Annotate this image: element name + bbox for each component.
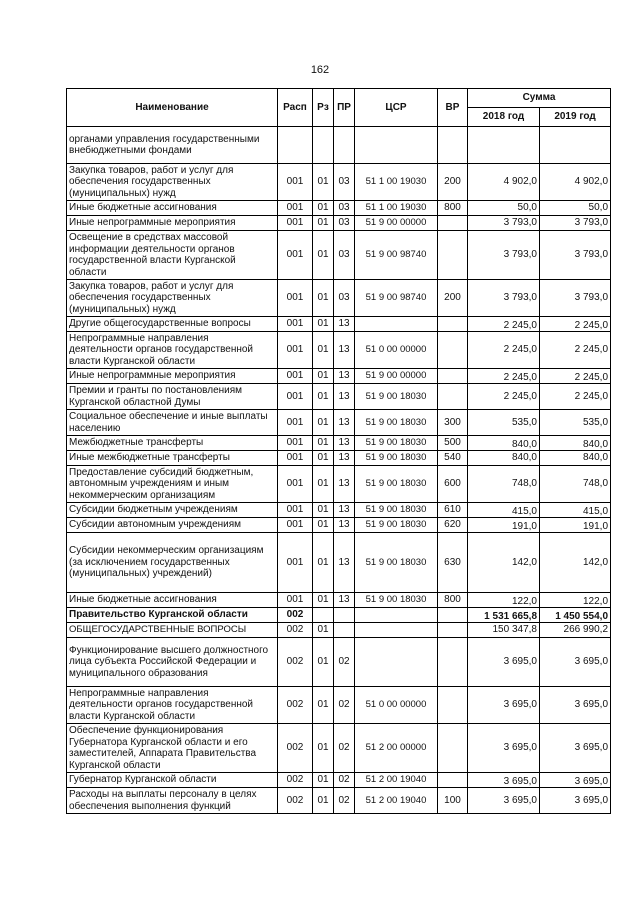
- cell-rasp: 002: [278, 687, 313, 724]
- table-row: [67, 773, 611, 788]
- cell-vr: [438, 608, 468, 623]
- table-row: [67, 384, 611, 410]
- cell-rz: 01: [313, 593, 334, 608]
- cell-vr: 600: [438, 466, 468, 503]
- cell-csr: [355, 638, 438, 687]
- cell-csr: 51 1 00 19030: [355, 201, 438, 216]
- cell-sum-2019: 3 695,0: [540, 638, 611, 687]
- cell-sum-2018: 3 695,0: [468, 687, 540, 724]
- cell-pr: 03: [334, 164, 355, 201]
- header-2019: 2019 год: [540, 108, 611, 127]
- cell-sum-2018: 2 245,0: [468, 332, 540, 369]
- table-row: [67, 638, 611, 687]
- cell-pr: 13: [334, 317, 355, 332]
- cell-name: Межбюджетные трансферты: [67, 436, 278, 451]
- cell-sum-2018: 2 245,0: [468, 317, 540, 332]
- cell-vr: 620: [438, 518, 468, 533]
- cell-csr: 51 2 00 19040: [355, 788, 438, 814]
- header-2018: 2018 год: [468, 108, 540, 127]
- cell-sum-2019: 1 450 554,0: [540, 608, 611, 623]
- cell-vr: [438, 623, 468, 638]
- cell-rasp: 001: [278, 451, 313, 466]
- cell-rz: 01: [313, 518, 334, 533]
- table-body: [67, 127, 611, 814]
- cell-rasp: 002: [278, 623, 313, 638]
- table-row: [67, 608, 611, 623]
- cell-rz: 01: [313, 503, 334, 518]
- cell-pr: 13: [334, 451, 355, 466]
- cell-pr: 02: [334, 788, 355, 814]
- cell-rz: 01: [313, 280, 334, 317]
- cell-csr: 51 9 00 00000: [355, 369, 438, 384]
- header-rasp: Расп: [278, 89, 313, 127]
- cell-sum-2019: 840,0: [540, 436, 611, 451]
- cell-name: Иные бюджетные ассигнования: [67, 201, 278, 216]
- cell-csr: 51 9 00 98740: [355, 280, 438, 317]
- cell-sum-2018: 3 793,0: [468, 231, 540, 280]
- cell-csr: 51 1 00 19030: [355, 164, 438, 201]
- cell-vr: 100: [438, 788, 468, 814]
- cell-sum-2018: 3 695,0: [468, 724, 540, 773]
- cell-name: Обеспечение функционирования Губернатора Курганской области и его заместителей, Аппарата Правительства Курганской области: [67, 724, 278, 773]
- table-header: [67, 89, 611, 127]
- cell-csr: 51 9 00 18030: [355, 593, 438, 608]
- cell-rz: 01: [313, 332, 334, 369]
- cell-sum-2019: 3 793,0: [540, 216, 611, 231]
- cell-vr: [438, 127, 468, 164]
- cell-sum-2018: 3 695,0: [468, 773, 540, 788]
- cell-sum-2018: 142,0: [468, 533, 540, 593]
- cell-name: Непрограммные направления деятельности органов государственной власти Курганской области: [67, 332, 278, 369]
- cell-sum-2018: 2 245,0: [468, 369, 540, 384]
- header-vr: ВР: [438, 89, 468, 127]
- cell-pr: [334, 608, 355, 623]
- cell-sum-2019: 3 695,0: [540, 687, 611, 724]
- cell-sum-2019: 122,0: [540, 593, 611, 608]
- cell-rz: 01: [313, 466, 334, 503]
- cell-sum-2018: 840,0: [468, 436, 540, 451]
- cell-sum-2019: 2 245,0: [540, 369, 611, 384]
- table-row: [67, 127, 611, 164]
- cell-csr: 51 9 00 18030: [355, 518, 438, 533]
- cell-pr: 13: [334, 384, 355, 410]
- cell-rz: 01: [313, 724, 334, 773]
- cell-name: Субсидии некоммерческим организациям (за исключением государственных (муниципальных) учреждений): [67, 533, 278, 593]
- cell-rasp: 001: [278, 201, 313, 216]
- cell-vr: [438, 724, 468, 773]
- cell-csr: 51 9 00 18030: [355, 384, 438, 410]
- cell-name: Функционирование высшего должностного лица субъекта Российской Федерации и муниципального образования: [67, 638, 278, 687]
- cell-sum-2019: 2 245,0: [540, 332, 611, 369]
- cell-pr: 13: [334, 410, 355, 436]
- cell-sum-2019: 3 793,0: [540, 280, 611, 317]
- cell-vr: 800: [438, 201, 468, 216]
- header-sum: Сумма: [468, 89, 611, 108]
- cell-name: Иные бюджетные ассигнования: [67, 593, 278, 608]
- cell-sum-2018: 191,0: [468, 518, 540, 533]
- cell-vr: 540: [438, 451, 468, 466]
- cell-name: Губернатор Курганской области: [67, 773, 278, 788]
- cell-pr: 13: [334, 436, 355, 451]
- cell-vr: [438, 317, 468, 332]
- cell-rz: 01: [313, 410, 334, 436]
- table-row: [67, 369, 611, 384]
- header-csr: ЦСР: [355, 89, 438, 127]
- header-pr: ПР: [334, 89, 355, 127]
- cell-vr: [438, 216, 468, 231]
- cell-csr: 51 9 00 18030: [355, 533, 438, 593]
- cell-rasp: 002: [278, 788, 313, 814]
- cell-vr: 610: [438, 503, 468, 518]
- cell-vr: 630: [438, 533, 468, 593]
- cell-rasp: 001: [278, 466, 313, 503]
- cell-pr: 02: [334, 687, 355, 724]
- cell-sum-2019: 2 245,0: [540, 317, 611, 332]
- cell-sum-2019: 2 245,0: [540, 384, 611, 410]
- cell-rasp: 001: [278, 317, 313, 332]
- table-row: [67, 518, 611, 533]
- cell-rz: 01: [313, 164, 334, 201]
- cell-sum-2018: [468, 127, 540, 164]
- cell-sum-2018: 4 902,0: [468, 164, 540, 201]
- cell-vr: [438, 231, 468, 280]
- table-row: [67, 623, 611, 638]
- cell-name: Субсидии автономным учреждениям: [67, 518, 278, 533]
- cell-sum-2019: 3 695,0: [540, 773, 611, 788]
- cell-vr: 300: [438, 410, 468, 436]
- cell-pr: 13: [334, 533, 355, 593]
- cell-rasp: 002: [278, 638, 313, 687]
- cell-name: Другие общегосударственные вопросы: [67, 317, 278, 332]
- cell-pr: 03: [334, 231, 355, 280]
- cell-sum-2019: 142,0: [540, 533, 611, 593]
- cell-name: Непрограммные направления деятельности органов государственной власти Курганской области: [67, 687, 278, 724]
- cell-csr: 51 2 00 19040: [355, 773, 438, 788]
- cell-rz: [313, 608, 334, 623]
- cell-pr: 02: [334, 724, 355, 773]
- cell-name: Субсидии бюджетным учреждениям: [67, 503, 278, 518]
- cell-vr: [438, 332, 468, 369]
- table-row: [67, 436, 611, 451]
- table-row: [67, 410, 611, 436]
- cell-rasp: 001: [278, 369, 313, 384]
- cell-name: Иные межбюджетные трансферты: [67, 451, 278, 466]
- cell-sum-2019: 191,0: [540, 518, 611, 533]
- table-row: [67, 724, 611, 773]
- cell-name: Освещение в средствах массовой информации деятельности органов государственной власти Курганской области: [67, 231, 278, 280]
- cell-pr: 13: [334, 369, 355, 384]
- table-row: [67, 216, 611, 231]
- cell-pr: 13: [334, 466, 355, 503]
- table-row: [67, 687, 611, 724]
- table-row: [67, 201, 611, 216]
- cell-pr: 02: [334, 773, 355, 788]
- cell-rasp: 001: [278, 436, 313, 451]
- table-row: [67, 788, 611, 814]
- cell-name: Закупка товаров, работ и услуг для обеспечения государственных (муниципальных) нужд: [67, 164, 278, 201]
- cell-rasp: 001: [278, 216, 313, 231]
- cell-vr: 200: [438, 280, 468, 317]
- cell-rz: 01: [313, 436, 334, 451]
- cell-rz: 01: [313, 687, 334, 724]
- cell-rz: 01: [313, 533, 334, 593]
- cell-rz: 01: [313, 317, 334, 332]
- cell-rz: [313, 127, 334, 164]
- cell-rasp: 001: [278, 503, 313, 518]
- cell-rasp: 001: [278, 384, 313, 410]
- cell-sum-2019: 535,0: [540, 410, 611, 436]
- cell-sum-2018: 748,0: [468, 466, 540, 503]
- table-row: [67, 451, 611, 466]
- table-row: [67, 332, 611, 369]
- cell-sum-2018: 535,0: [468, 410, 540, 436]
- cell-sum-2018: 50,0: [468, 201, 540, 216]
- cell-rasp: 002: [278, 773, 313, 788]
- cell-csr: 51 9 00 98740: [355, 231, 438, 280]
- cell-vr: 200: [438, 164, 468, 201]
- cell-name: Иные непрограммные мероприятия: [67, 369, 278, 384]
- cell-rz: 01: [313, 369, 334, 384]
- cell-csr: [355, 317, 438, 332]
- cell-vr: [438, 687, 468, 724]
- table-row: [67, 533, 611, 593]
- cell-rz: 01: [313, 216, 334, 231]
- cell-sum-2018: 1 531 665,8: [468, 608, 540, 623]
- cell-sum-2019: 50,0: [540, 201, 611, 216]
- cell-pr: [334, 127, 355, 164]
- cell-csr: [355, 127, 438, 164]
- cell-sum-2018: 3 695,0: [468, 638, 540, 687]
- cell-pr: 03: [334, 201, 355, 216]
- cell-csr: 51 9 00 18030: [355, 436, 438, 451]
- cell-sum-2018: 150 347,8: [468, 623, 540, 638]
- cell-sum-2018: 3 793,0: [468, 280, 540, 317]
- table-row: [67, 164, 611, 201]
- cell-sum-2018: 122,0: [468, 593, 540, 608]
- page-number: 162: [310, 64, 330, 76]
- cell-csr: [355, 623, 438, 638]
- cell-vr: [438, 773, 468, 788]
- cell-sum-2019: 4 902,0: [540, 164, 611, 201]
- cell-sum-2019: 3 793,0: [540, 231, 611, 280]
- table-row: [67, 503, 611, 518]
- cell-rz: 01: [313, 384, 334, 410]
- cell-rasp: 001: [278, 593, 313, 608]
- table-row: [67, 231, 611, 280]
- cell-name: Социальное обеспечение и иные выплаты населению: [67, 410, 278, 436]
- cell-name: Правительство Курганской области: [67, 608, 278, 623]
- cell-rz: 01: [313, 788, 334, 814]
- cell-name: Закупка товаров, работ и услуг для обеспечения государственных (муниципальных) нужд: [67, 280, 278, 317]
- cell-sum-2019: 266 990,2: [540, 623, 611, 638]
- cell-rz: 01: [313, 231, 334, 280]
- cell-pr: 13: [334, 593, 355, 608]
- cell-sum-2018: 3 793,0: [468, 216, 540, 231]
- cell-name: Предоставление субсидий бюджетным, автономным учреждениям и иным некоммерческим организациям: [67, 466, 278, 503]
- cell-pr: [334, 623, 355, 638]
- cell-csr: 51 9 00 18030: [355, 466, 438, 503]
- cell-rasp: 002: [278, 724, 313, 773]
- cell-rasp: 001: [278, 410, 313, 436]
- cell-rasp: 001: [278, 332, 313, 369]
- cell-pr: 03: [334, 280, 355, 317]
- cell-csr: 51 9 00 18030: [355, 410, 438, 436]
- cell-sum-2018: 415,0: [468, 503, 540, 518]
- cell-rz: 01: [313, 773, 334, 788]
- cell-name: Премии и гранты по постановлениям Курганской областной Думы: [67, 384, 278, 410]
- header-rz: Рз: [313, 89, 334, 127]
- cell-name: Расходы на выплаты персоналу в целях обеспечения выполнения функций: [67, 788, 278, 814]
- cell-name: ОБЩЕГОСУДАРСТВЕННЫЕ ВОПРОСЫ: [67, 623, 278, 638]
- cell-sum-2019: [540, 127, 611, 164]
- table-row: [67, 466, 611, 503]
- cell-sum-2019: 840,0: [540, 451, 611, 466]
- cell-rasp: 001: [278, 231, 313, 280]
- cell-vr: [438, 384, 468, 410]
- cell-vr: [438, 638, 468, 687]
- cell-csr: [355, 608, 438, 623]
- cell-pr: 13: [334, 503, 355, 518]
- cell-sum-2019: 748,0: [540, 466, 611, 503]
- cell-rasp: 001: [278, 533, 313, 593]
- cell-pr: 13: [334, 518, 355, 533]
- cell-rz: 01: [313, 201, 334, 216]
- cell-rasp: 001: [278, 164, 313, 201]
- cell-sum-2018: 840,0: [468, 451, 540, 466]
- cell-sum-2019: 415,0: [540, 503, 611, 518]
- cell-vr: 500: [438, 436, 468, 451]
- cell-csr: 51 9 00 18030: [355, 451, 438, 466]
- cell-csr: 51 2 00 00000: [355, 724, 438, 773]
- cell-rasp: [278, 127, 313, 164]
- cell-rz: 01: [313, 451, 334, 466]
- cell-pr: 13: [334, 332, 355, 369]
- cell-pr: 03: [334, 216, 355, 231]
- cell-rasp: 001: [278, 518, 313, 533]
- cell-csr: 51 9 00 18030: [355, 503, 438, 518]
- cell-rz: 01: [313, 638, 334, 687]
- cell-sum-2018: 3 695,0: [468, 788, 540, 814]
- table-row: [67, 593, 611, 608]
- cell-sum-2019: 3 695,0: [540, 724, 611, 773]
- cell-name: Иные непрограммные мероприятия: [67, 216, 278, 231]
- cell-vr: [438, 369, 468, 384]
- header-name: Наименование: [67, 89, 278, 127]
- table-row: [67, 317, 611, 332]
- cell-sum-2018: 2 245,0: [468, 384, 540, 410]
- cell-rasp: 002: [278, 608, 313, 623]
- cell-name: органами управления государственными внебюджетными фондами: [67, 127, 278, 164]
- cell-pr: 02: [334, 638, 355, 687]
- cell-rz: 01: [313, 623, 334, 638]
- budget-table: [66, 88, 611, 814]
- cell-csr: 51 0 00 00000: [355, 687, 438, 724]
- cell-csr: 51 9 00 00000: [355, 216, 438, 231]
- cell-sum-2019: 3 695,0: [540, 788, 611, 814]
- cell-rasp: 001: [278, 280, 313, 317]
- cell-csr: 51 0 00 00000: [355, 332, 438, 369]
- table-row: [67, 280, 611, 317]
- cell-vr: 800: [438, 593, 468, 608]
